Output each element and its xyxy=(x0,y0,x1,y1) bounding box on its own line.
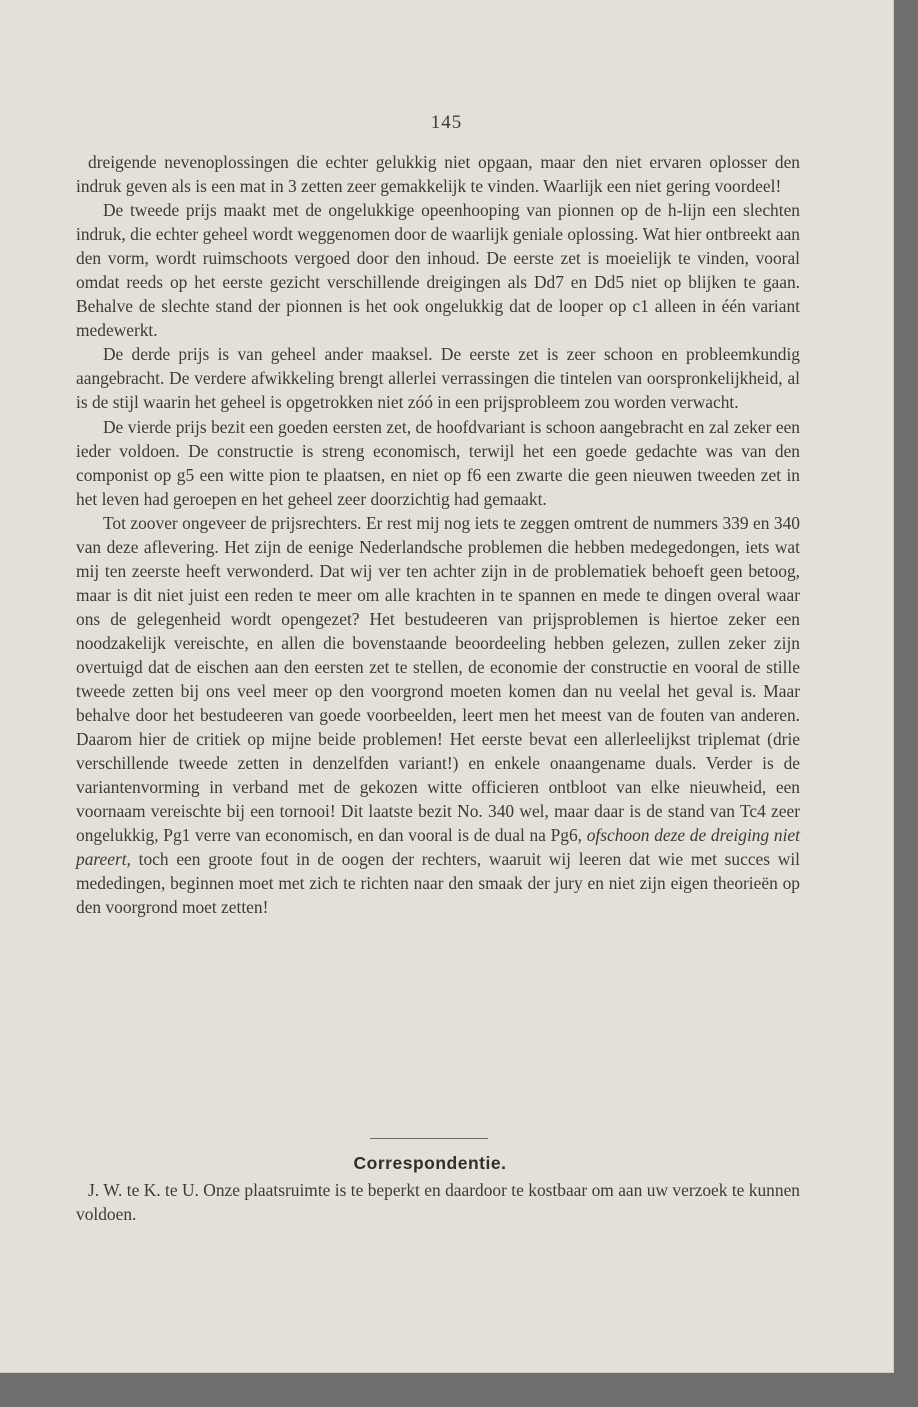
paragraph-continuation: dreigende nevenoplossingen die echter gelukkig niet opgaan, maar den niet ervaren oplosser den indruk geven als is een mat in 3 zetten zeer gemakkelijk te vinden. Waarlijk een niet gering voordeel! xyxy=(76,152,800,197)
correspondence-text xyxy=(76,1178,800,1226)
paragraph-third-prize: De derde prijs is van geheel ander maaksel. De eerste zet is zeer schoon en probleemkundig aangebracht. De verdere afwikkeling brengt allerlei verrassingen die tintelen van oorspronkelijkheid, al is de stijl waarin het geheel is opgetrokken niet zóó in een prijsprobleem zou worden verwacht. xyxy=(76,344,800,413)
closing-italic-phrase: ofschoon deze de dreiging niet pareert, xyxy=(76,825,800,870)
paragraph-second-prize: De tweede prijs maakt met de ongelukkige opeenhooping van pionnen op de h-lijn een slechten indruk, die echter geheel wordt weggenomen door de waarlijk geniale oplossing. Wat hier ontbreekt aan den vorm, wordt ruimschoots vergoed door den inhoud. De eerste zet is moeielijk te vinden, vooral omdat reeds op het eerste gezicht verschillende dreigingen als Dd7 en Dd5 niet op blijken te gaan. Behalve de slechte stand der pionnen is het ook ongelukkig dat de looper op c1 alleen in één variant medewerkt. xyxy=(76,200,800,341)
correspondence-paragraph: J. W. te K. te U. Onze plaatsruimte is te beperkt en daardoor te kostbaar om aan uw verzoek te kunnen voldoen. xyxy=(76,1180,800,1224)
paragraph-fourth-prize: De vierde prijs bezit een goeden eersten zet, de hoofdvariant is schoon aangebracht en zal zeker een ieder voldoen. De constructie is streng economisch, terwijl het een goede gedachte was van den componist op g5 een witte pion te plaatsen, en niet op f6 een zwarte die geen nieuwen tweeden zet in het leven had geroepen en het geheel zeer doorzichtig had gemaakt. xyxy=(76,416,800,509)
section-heading: Correspondentie. xyxy=(353,1153,507,1173)
section-divider xyxy=(370,1138,488,1139)
paragraph-closing xyxy=(76,511,800,920)
closing-text-start: Tot zoover ongeveer de prijsrechters. Er rest mij nog iets te zeggen omtrent de nummers 339 en 340 van deze aflevering. Het zijn de eenige Nederlandsche problemen die hebben medegedongen, iets wat mij ten zeerste heeft verwonderd. Dat wij ver ten achter zijn in de problematiek behoeft geen betoog, maar is dit niet juist een reden te meer om alle krachten in te spannen en mede te dingen overal waar ons de gelegenheid wordt opengezet? Het bestudeeren van prijsproblemen is hiertoe zeker een noodzakelijk vereischte, en allen die bovenstaande beoordeeling hebben gelezen, zullen zeker zijn overtuigd dat de eischen aan den eersten zet te stellen, de economie der constructie en vooral de stille tweede zetten bij ons veel meer op den voorgrond moeten komen dan nu veelal het geval is. Maar behalve door het bestudeeren van goede voorbeelden, leert men het meest van de fouten van anderen. Daarom hier de critiek op mijne beide problemen! Het eerste bevat een allerleelijkst triplemat (drie verschillende tweede zetten in denzelfden variant!) en enkele onaangename duals. Verder is de variantenvorming in verband met de gekozen witte officieren ontbloot van elke nieuwheid, een voornaam vereischte bij een tornooi! Dit laatste bezit No. 340 wel, maar daar is de stand van Tc4 zeer ongelukkig, Pg1 verre van economisch, en dan vooral is de dual na Pg6, xyxy=(76,512,800,846)
main-text xyxy=(76,150,800,920)
closing-text-end: toch een groote fout in de oogen der rechters, waaruit wij leeren dat wie met succes wil mededingen, beginnen moet met zich te richten naar den smaak der jury en niet zijn eigen theorieën op den voorgrond moet zetten! xyxy=(76,849,800,918)
page-number: 145 xyxy=(430,112,463,133)
